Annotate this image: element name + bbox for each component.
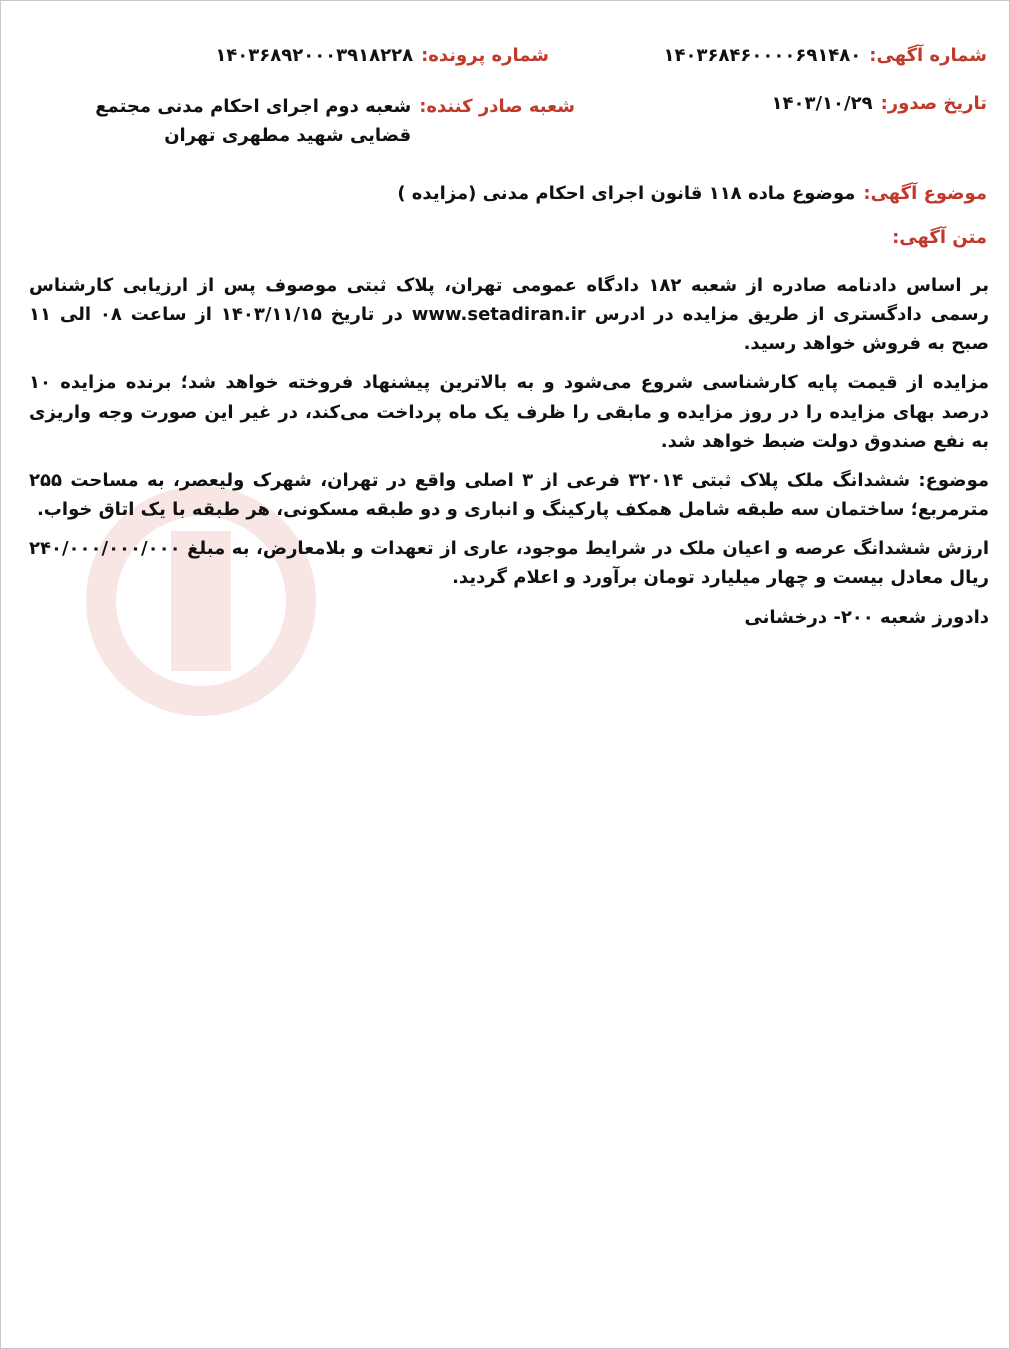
- issuer-field: [35, 93, 575, 151]
- body-heading: [892, 227, 987, 248]
- subject-field: [397, 183, 987, 204]
- body-label: متن آگهی:: [892, 227, 987, 248]
- body-paragraph: بر اساس دادنامه صادره از شعبه ۱۸۲ دادگاه عمومی تهران، پلاک ثبتی موصوف پس از ارزیابی کارشناس رسمی دادگستری از طریق مزایده در ادرس www.setadiran.ir در تاریخ ۱۴۰۳/۱۱/۱۵ از ساعت ۰۸ الی ۱۱ صبح به فروش خواهد رسید.: [29, 275, 989, 355]
- body-paragraph: موضوع: ششدانگ ملک پلاک ثبتی ۳۲۰۱۴ فرعی از ۳ اصلی واقع در تهران، شهرک ولیعصر، به مساحت ۲۵۵ مترمربع؛ ساختمان سه طبقه شامل همکف پارکینگ و انباری و دو طبقه مسکونی، هر طبقه با یک اتاق خواب.: [29, 469, 989, 521]
- ad-number-label: شماره آگهی:: [869, 45, 987, 66]
- body-paragraph: ارزش ششدانگ عرصه و اعیان ملک در شرایط موجود، عاری از تعهدات و بلامعارض، به مبلغ ۲۴۰/۰۰۰/۰۰۰/۰۰۰ ریال معادل بیست و چهار میلیارد تومان برآورد و اعلام گردید.: [29, 538, 989, 589]
- case-number-value: ۱۴۰۳۶۸۹۲۰۰۰۳۹۱۸۲۲۸: [215, 45, 414, 66]
- subject-label: موضوع آگهی:: [863, 183, 987, 204]
- ad-number-field: [664, 45, 987, 66]
- notice-body: [29, 271, 989, 642]
- issuer-label: شعبه صادر کننده:: [419, 96, 575, 117]
- ad-number-value: ۱۴۰۳۶۸۴۶۰۰۰۰۶۹۱۴۸۰: [663, 45, 862, 66]
- case-number-label: شماره پرونده:: [421, 45, 549, 66]
- body-paragraph: مزایده از قیمت پایه کارشناسی شروع می‌شود و به بالاترین پیشنهاد فروخته خواهد شد؛ برنده مزایده ۱۰ درصد بهای مزایده را در روز مزایده و مابقی را ظرف یک ماه پرداخت می‌کند، در غیر این صورت وجه واریزی به نفع صندوق دولت ضبط خواهد شد.: [29, 372, 989, 452]
- issue-date-label: تاریخ صدور:: [880, 93, 987, 114]
- issuer-value: شعبه دوم اجرای احکام مدنی مجتمع قضایی شهید مطهری تهران: [95, 96, 412, 146]
- signature-line: دادورز شعبه ۲۰۰- درخشانی: [744, 606, 989, 628]
- subject-value: موضوع ماده ۱۱۸ قانون اجرای احکام مدنی (مزایده ): [397, 183, 856, 204]
- issue-date-field: [772, 93, 987, 114]
- issue-date-value: ۱۴۰۳/۱۰/۲۹: [771, 93, 873, 114]
- case-number-field: [215, 45, 549, 66]
